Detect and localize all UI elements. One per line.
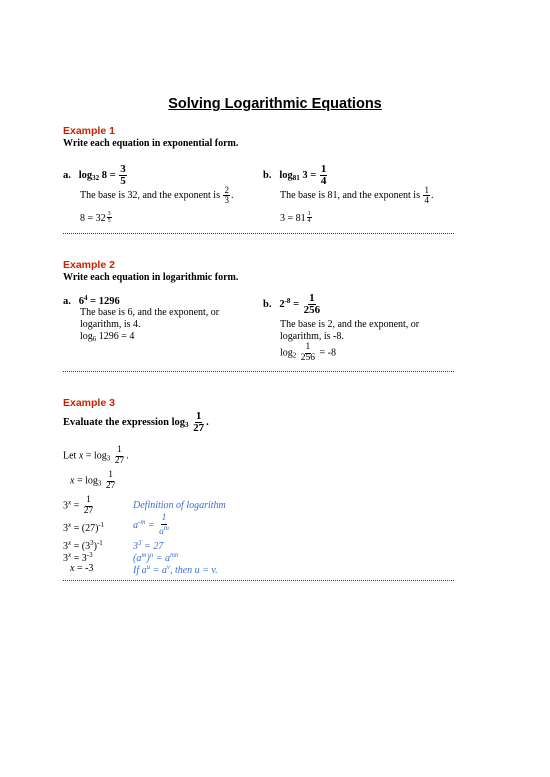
- note-if-a: If a: [133, 565, 147, 576]
- note-negative-exponent: [133, 514, 171, 537]
- exponent-x: x: [68, 539, 72, 547]
- exponent-fraction: [107, 211, 112, 224]
- note-v: v: [166, 563, 170, 571]
- equation-base: 6: [78, 296, 84, 307]
- note-mn: mn: [170, 551, 179, 559]
- log-text: log: [78, 169, 93, 181]
- example3-heading: Example 3: [63, 397, 115, 409]
- equals-log: = log: [85, 450, 107, 462]
- fraction-denominator: 4: [307, 218, 311, 224]
- explanation-text: The base is 32, and the exponent is: [80, 189, 220, 201]
- fraction: [83, 496, 95, 516]
- example1-b-explanation: The base is 81, and the exponent is $\frac{1}{4}$ .: [280, 185, 434, 205]
- note-n: n: [149, 551, 154, 559]
- example1-b-equation: [263, 164, 328, 187]
- example1-heading: Example 1: [63, 125, 115, 137]
- fraction-denominator: 27: [114, 455, 125, 466]
- exponent-x: x: [68, 551, 72, 559]
- equation-equals: =: [293, 298, 300, 310]
- fraction-denominator: 256: [300, 352, 316, 363]
- fraction: [320, 164, 328, 187]
- section-divider: [63, 371, 454, 372]
- log-base: 2: [292, 351, 297, 360]
- note-a: (a: [133, 553, 142, 564]
- base-three: 3: [63, 500, 68, 512]
- exponent-fraction: [307, 211, 312, 224]
- example3-step4: [63, 521, 104, 534]
- note-eq: =: [147, 519, 155, 531]
- fraction-numerator: 3: [120, 163, 126, 175]
- example1-instruction: Write each equation in exponential form.: [63, 138, 239, 149]
- example1-a-equation: [63, 164, 128, 187]
- fraction-numerator: 1: [305, 342, 311, 352]
- fraction: [223, 186, 230, 205]
- note-definition: Definition of logarithm: [133, 500, 226, 511]
- fraction-numerator: 1: [108, 470, 113, 480]
- example3-instruction: Evaluate the expression $\log_3$ $\frac{1}{27}$ .: [63, 410, 209, 434]
- equation-exponent: 4: [84, 294, 88, 302]
- inner-exponent: 3: [90, 539, 94, 547]
- log-base: 3: [185, 420, 189, 429]
- fraction-denominator: 27: [193, 422, 205, 434]
- variable-x: x: [70, 563, 75, 574]
- equals-log: = log: [76, 475, 98, 487]
- example3-let-line: Let $x = \log_3$ $\frac{1}{27}$ .: [63, 445, 129, 466]
- note-eq-a: = a: [155, 553, 170, 564]
- fraction-numerator: 1: [161, 513, 167, 523]
- example2-b-equation: [263, 293, 322, 316]
- fraction: [300, 343, 316, 363]
- result-text: 8 = 32: [80, 213, 106, 224]
- fraction-denominator: 4: [320, 175, 327, 187]
- fraction-numerator: 2: [224, 185, 229, 195]
- base-three: 3: [63, 541, 68, 552]
- equation-rest: = 1296: [90, 296, 120, 307]
- fraction-denominator: 256: [303, 304, 321, 316]
- fraction: [192, 411, 205, 434]
- fraction-numerator: 1: [195, 410, 202, 422]
- step-rhs: = -3: [76, 563, 94, 574]
- fraction-numerator: 1: [424, 185, 429, 195]
- example1-a-result: [80, 211, 113, 224]
- step-rhs: = (27): [73, 523, 99, 534]
- example2-a-line2: logarithm, is 4.: [80, 319, 141, 330]
- note-eq-a: = a: [152, 565, 167, 576]
- step-exponent: -1: [96, 539, 103, 547]
- example1-a-explanation: The base is 32, and the exponent is $\frac{2}{3}$ .: [80, 185, 234, 205]
- note-rest: = 27: [144, 541, 164, 552]
- note-equal-bases: [133, 563, 218, 576]
- equation-exponent: -8: [284, 296, 291, 305]
- log-arg: 3 =: [302, 169, 317, 181]
- example3-step7: [70, 563, 93, 574]
- step-exponent: -3: [86, 551, 93, 559]
- note-base: 3: [133, 541, 138, 552]
- fraction-denominator: [158, 525, 170, 538]
- section-divider: [63, 580, 454, 581]
- example2-a-result: [80, 331, 134, 343]
- step-rhs: = 3: [73, 553, 87, 564]
- fraction-numerator: 1: [117, 445, 122, 455]
- log-base: 3: [97, 479, 102, 488]
- let-text: Let: [63, 450, 77, 462]
- equals: =: [73, 500, 80, 512]
- fraction-numerator: 1: [86, 495, 91, 505]
- note-u: u: [146, 563, 151, 571]
- section-divider: [63, 233, 454, 234]
- result-rest: = -8: [319, 347, 337, 359]
- result-text: 3 = 81: [280, 213, 306, 224]
- fraction: [105, 471, 117, 491]
- note-then: , then u = v.: [169, 565, 218, 576]
- log-arg: 8 =: [101, 169, 116, 181]
- item-label: a.: [63, 169, 71, 181]
- den-base: a: [159, 526, 164, 537]
- item-label: b.: [263, 169, 272, 181]
- variable-x: x: [78, 450, 84, 462]
- example2-a-equation: [63, 294, 120, 307]
- step-exponent: -1: [98, 521, 105, 529]
- note-a: a: [133, 519, 138, 531]
- note-m: m: [141, 551, 147, 559]
- instruction-text: Evaluate the expression log: [63, 416, 186, 428]
- note-exp: 3: [138, 539, 142, 547]
- example2-b-result: [280, 343, 336, 363]
- base-three: 3: [63, 523, 68, 534]
- example3-step2: [70, 471, 117, 491]
- example2-b-line2: logarithm, is -8.: [280, 331, 344, 342]
- fraction-numerator: 1: [320, 163, 327, 175]
- exponent-x: x: [68, 521, 72, 529]
- fraction: [423, 186, 430, 205]
- fraction-denominator: 3: [224, 195, 229, 205]
- example2-instruction: Write each equation in logarithmic form.: [63, 272, 239, 283]
- example2-b-line1: The base is 2, and the exponent, or: [280, 319, 420, 330]
- note-exp: -m: [138, 517, 146, 526]
- page-title: Solving Logarithmic Equations: [168, 96, 382, 112]
- fraction: [114, 446, 126, 466]
- example2-heading: Example 2: [63, 259, 115, 271]
- example3-step3: [63, 496, 95, 516]
- step-rhs: = (3: [73, 541, 91, 552]
- item-label: a.: [63, 296, 71, 307]
- result-rest: 1296 = 4: [98, 331, 135, 342]
- exponent-x: x: [68, 498, 72, 507]
- fraction-denominator: 27: [83, 505, 94, 516]
- close-paren: ): [93, 541, 97, 552]
- explanation-text: The base is 81, and the exponent is: [280, 189, 420, 201]
- log-text: log: [280, 347, 293, 359]
- fraction-denominator: 4: [424, 195, 429, 205]
- log-base: 32: [92, 173, 100, 182]
- fraction-denominator: 5: [107, 218, 111, 224]
- log-text: log: [80, 331, 93, 342]
- den-exp: m: [163, 523, 169, 532]
- log-base: 6: [92, 335, 97, 343]
- variable-x: x: [70, 475, 75, 487]
- fraction-numerator: 1: [307, 211, 311, 217]
- log-base: 3: [106, 454, 111, 463]
- fraction: [303, 293, 322, 316]
- fraction: [119, 164, 127, 187]
- note-close: ): [146, 553, 150, 564]
- log-base: 81: [292, 173, 300, 182]
- fraction-numerator: 1: [309, 292, 315, 304]
- log-text: log: [279, 169, 293, 181]
- fraction: [158, 514, 170, 537]
- example1-b-result: [280, 211, 313, 224]
- base-three: 3: [63, 553, 68, 564]
- item-label: b.: [263, 298, 272, 310]
- equation-base: 2: [279, 298, 285, 310]
- example2-a-line1: The base is 6, and the exponent, or: [80, 307, 220, 318]
- fraction-denominator: 5: [120, 175, 126, 187]
- fraction-denominator: 27: [105, 480, 116, 491]
- fraction-numerator: 3: [107, 211, 111, 217]
